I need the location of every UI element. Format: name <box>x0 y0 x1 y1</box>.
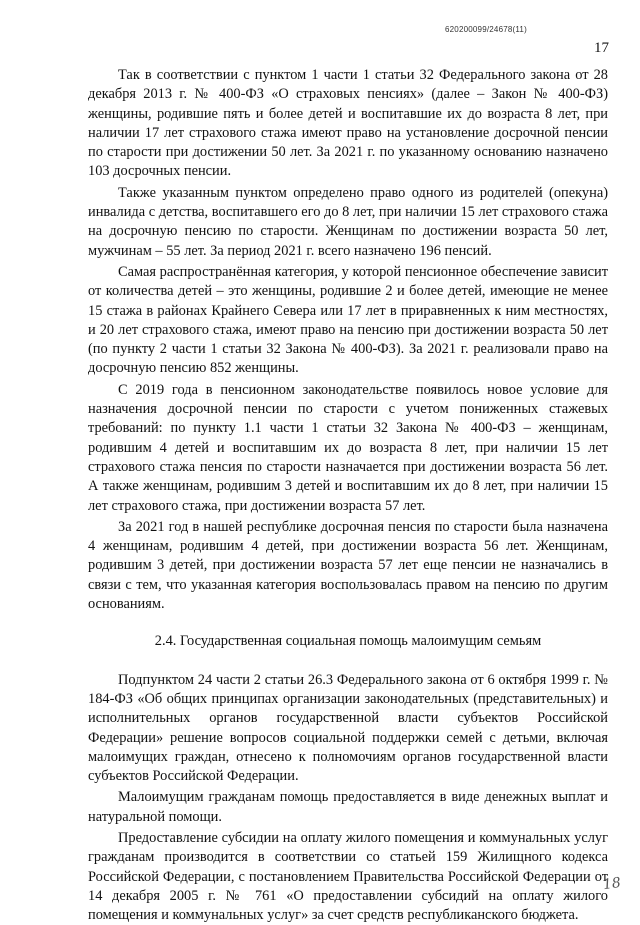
handwritten-page-number: 18 <box>601 874 622 894</box>
section-paragraph-3: Предоставление субсидии на оплату жилого помещения и коммунальных услуг гражданам производится в соответствии со статьей 159 Жилищного кодекса Российской Федерации, с постановлением Правительства Российской Федерации от 14 декабря 2005 г. № 761 «О предоставлении субсидий на оплату жилого помещения и коммунальных услуг» за счет средств республиканского бюджета. <box>88 829 608 924</box>
paragraph-3: Самая распространённая категория, у которой пенсионное обеспечение зависит от количества детей – это женщины, родившие 2 и более детей, имеющие не менее 15 стажа в районах Крайнего Севера или 17 лет в приравненных к ним местностях, и 20 лет страхового стажа, имеют право на пенсию при достижении возраста 50 лет (по пункту 2 части 1 статьи 32 Закона № 400-ФЗ). За 2021 г. реализовали право на досрочную пенсию 852 женщины. <box>88 263 608 377</box>
paragraph-1: Так в соответствии с пунктом 1 части 1 статьи 32 Федерального закона от 28 декабря 2013 г. № 400-ФЗ «О страховых пенсиях» (далее – Закон № 400-ФЗ) женщины, родившие пять и более детей и воспитавшие их до возраста 8 лет, при наличии 17 лет страхового стажа имеют право на установление досрочной пенсии по старости при достижении 50 лет. За 2021 г. по указанному основанию назначено 103 досрочных пенсии. <box>88 67 608 180</box>
document-body <box>88 66 608 925</box>
paragraph-4: С 2019 года в пенсионном законодательстве появилось новое условие для назначения досрочной пенсии по старости с учетом пониженных стажевых требований: по пункту 1.1 части 1 статьи 32 Закона № 400-ФЗ – женщинам, родившим 4 детей и воспитавшим их до возраста 8 лет, при наличии 15 лет страхового стажа пенсия по старости назначается при достижении возраста 56 лет. А также женщинам, родившим 3 детей и воспитавшим их до 8 лет, при наличии 15 лет страхового стажа, при достижении возраста 57 лет. <box>88 381 608 514</box>
section-paragraph-2: Малоимущим гражданам помощь предоставляется в виде денежных выплат и натуральной помощи. <box>88 789 608 825</box>
document-id: 620200099/24678(11) <box>445 25 527 34</box>
paragraph-5: За 2021 год в нашей республике досрочная пенсия по старости была назначена 4 женщинам, родившим 4 детей, при достижении возраста 56 лет. Женщинам, родившим 3 детей, при достижении возраста 57 лет еще пенсии не назначались в связи с тем, что указанная категория воспользовалась правом на пенсию по другим основаниям. <box>88 518 608 613</box>
section-heading: 2.4. Государственная социальная помощь малоимущим семьям <box>154 633 542 650</box>
paragraph-2: Также указанным пунктом определено право одного из родителей (опекуна) инвалида с детства, воспитавшего его до 8 лет, при наличии 15 лет страхового стажа на досрочную пенсию по старости. Женщинам по достижении возраста 50 лет, мужчинам – 55 лет. За период 2021 г. всего назначено 196 пенсий. <box>88 184 608 259</box>
section-paragraph-1: Подпунктом 24 части 2 статьи 26.3 Федерального закона от 6 октября 1999 г. № 184-ФЗ «Об общих принципах организации законодательных (представительных) и исполнительных органов государственной власти субъектов Российской Федерации» решение вопросов социальной поддержки семей с детьми, включая малоимущих граждан, отнесено к полномочиям органов государственной власти субъектов Российской Федерации. <box>88 671 608 785</box>
page-number: 17 <box>594 40 609 56</box>
